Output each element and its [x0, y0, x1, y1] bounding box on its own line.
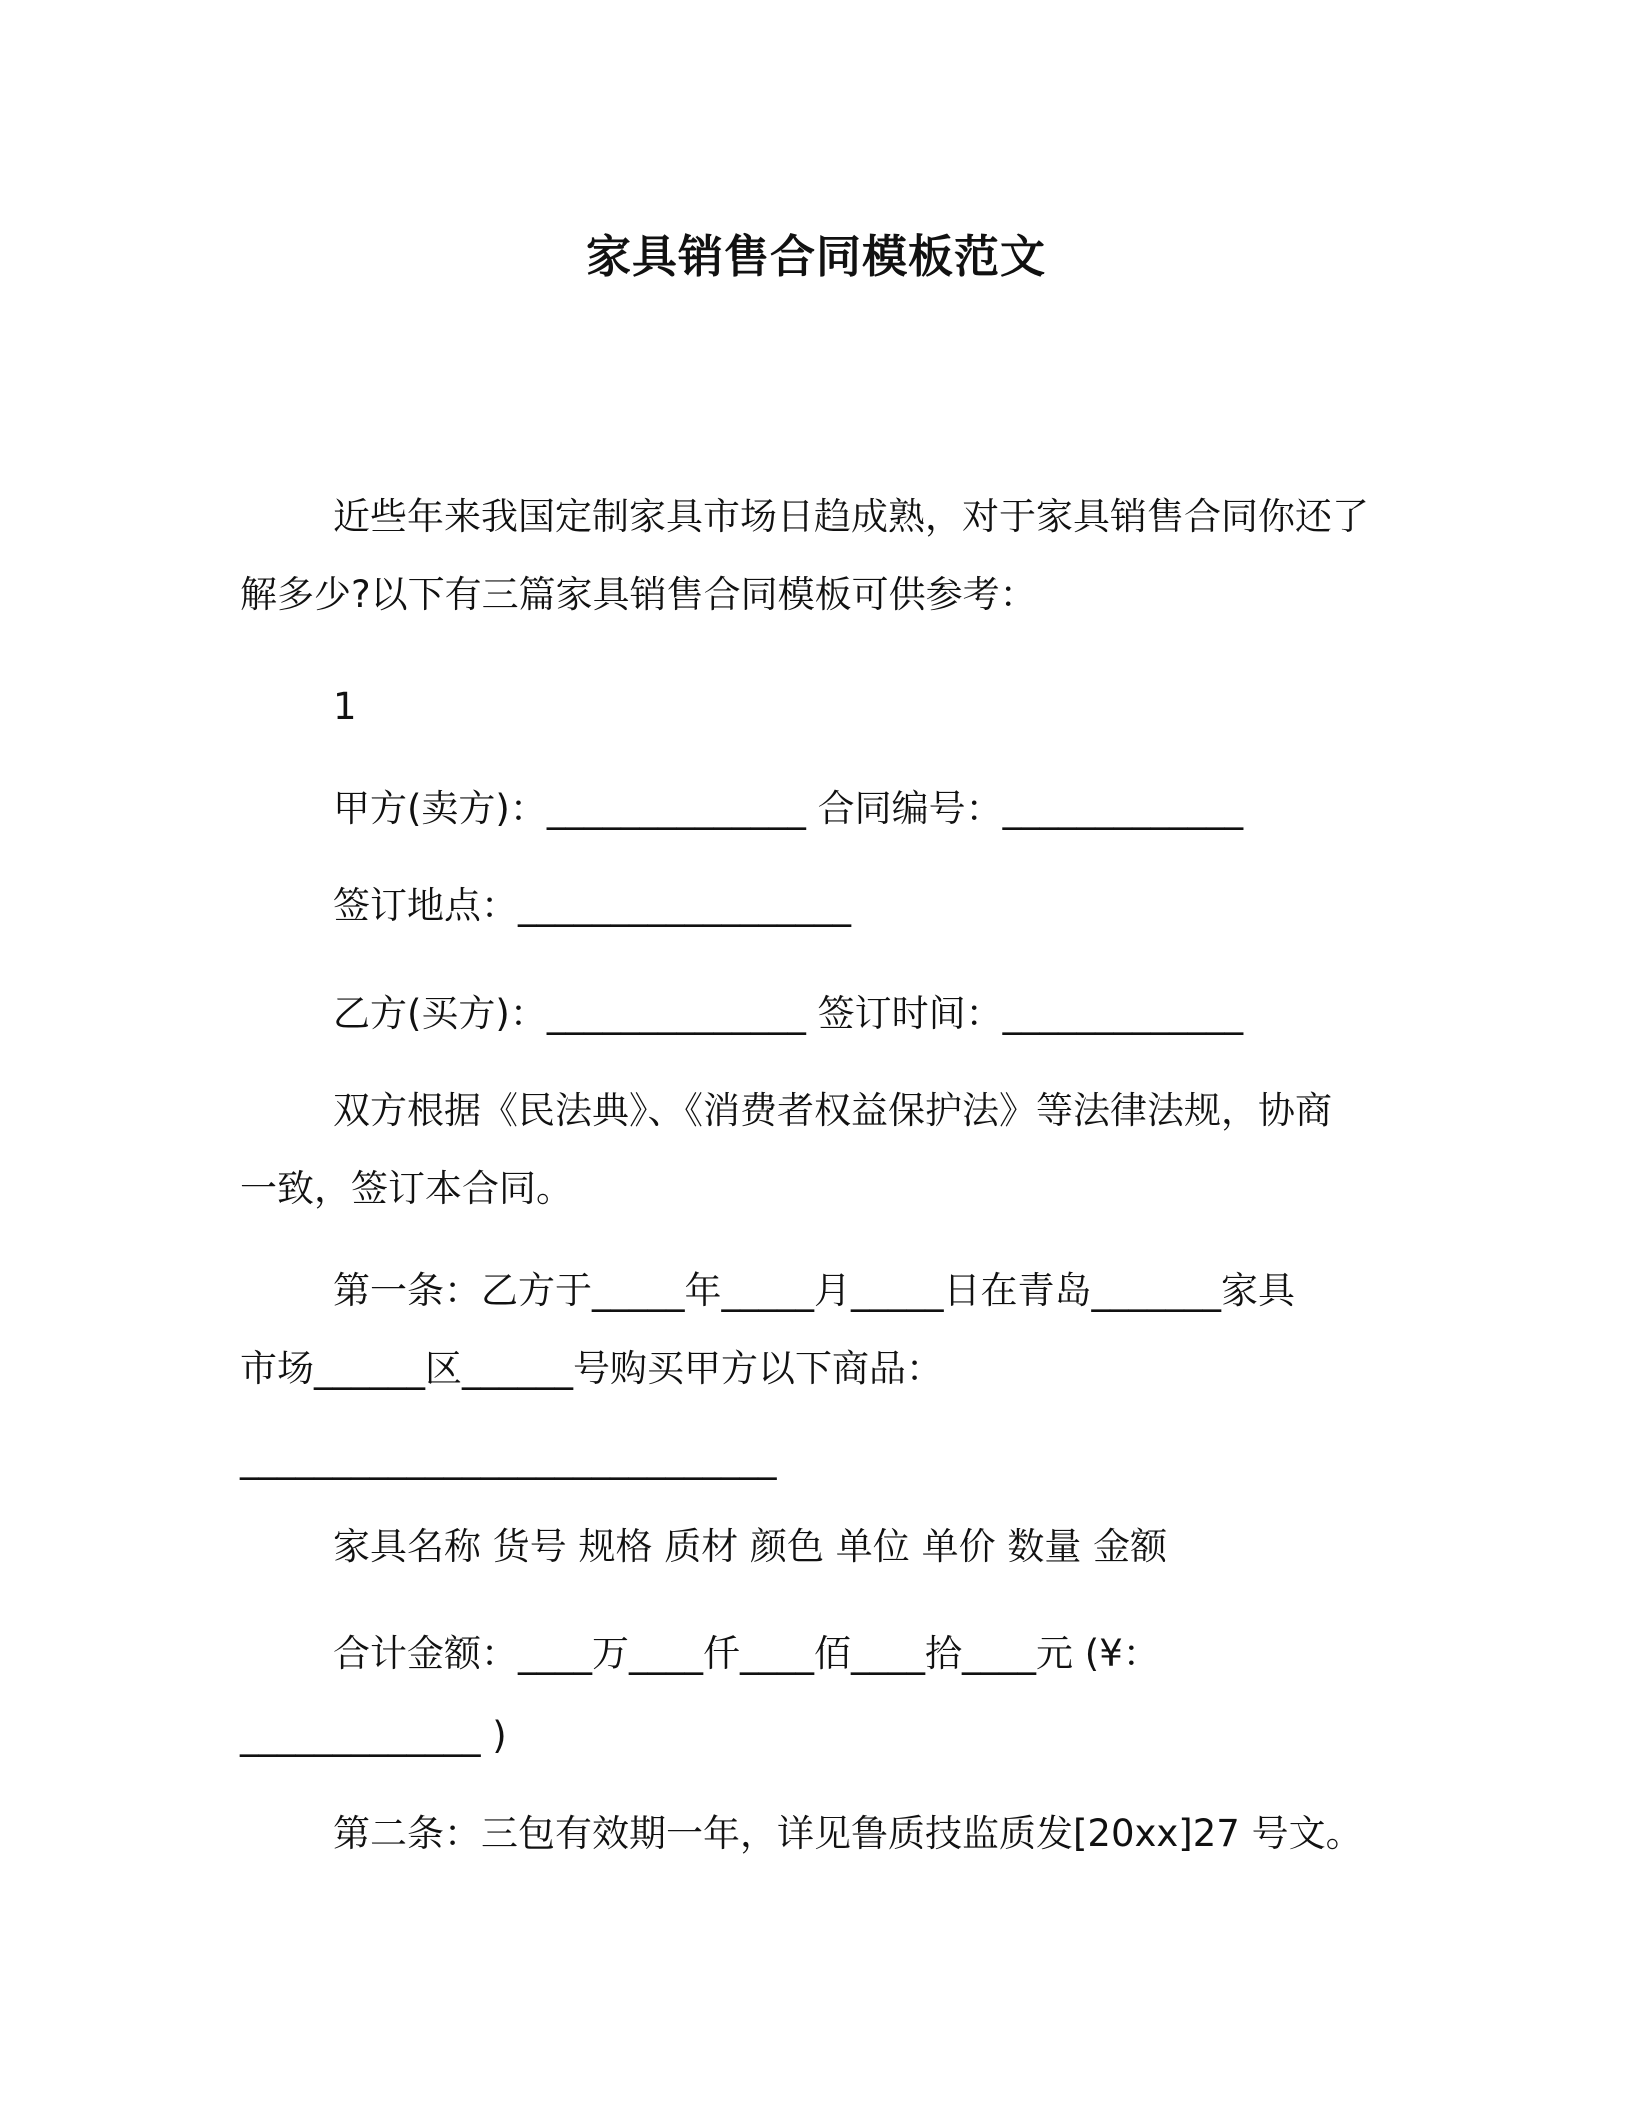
basis-line-1: 双方根据《民法典》、《消费者权益保护法》等法律法规，协商	[333, 1089, 1332, 1132]
intro-line-1: 近些年来我国定制家具市场日趋成熟，对于家具销售合同你还了	[333, 495, 1369, 538]
article2-line: 第二条：三包有效期一年，详见鲁质技监质发[20xx]27 号文。	[333, 1812, 1363, 1855]
table-header-line: 家具名称 货号 规格 质材 颜色 单位 单价 数量 金额	[333, 1525, 1168, 1568]
article1-line-1: 第一条：乙方于_____年_____月_____日在青岛_______家具	[333, 1269, 1295, 1312]
intro-line-2: 解多少?以下有三篇家具销售合同模板可供参考：	[240, 573, 1037, 616]
basis-line-2: 一致，签订本合同。	[240, 1167, 573, 1210]
article1-line-2: 市场______区______号购买甲方以下商品：	[240, 1347, 943, 1390]
sign-place-line: 签订地点：__________________	[333, 884, 851, 927]
section-number: 1	[333, 685, 357, 728]
total-line-1: 合计金额：____万____仟____佰____拾____元 (¥：	[333, 1632, 1160, 1675]
party-a-line: 甲方(卖方)：______________ 合同编号：_____________	[333, 787, 1244, 830]
document-title: 家具销售合同模板范文	[585, 230, 1046, 283]
party-b-line: 乙方(买方)：______________ 签订时间：_____________	[333, 992, 1244, 1035]
total-line-2: _____________ )	[240, 1714, 507, 1757]
article1-line-3: _____________________________	[240, 1437, 777, 1480]
